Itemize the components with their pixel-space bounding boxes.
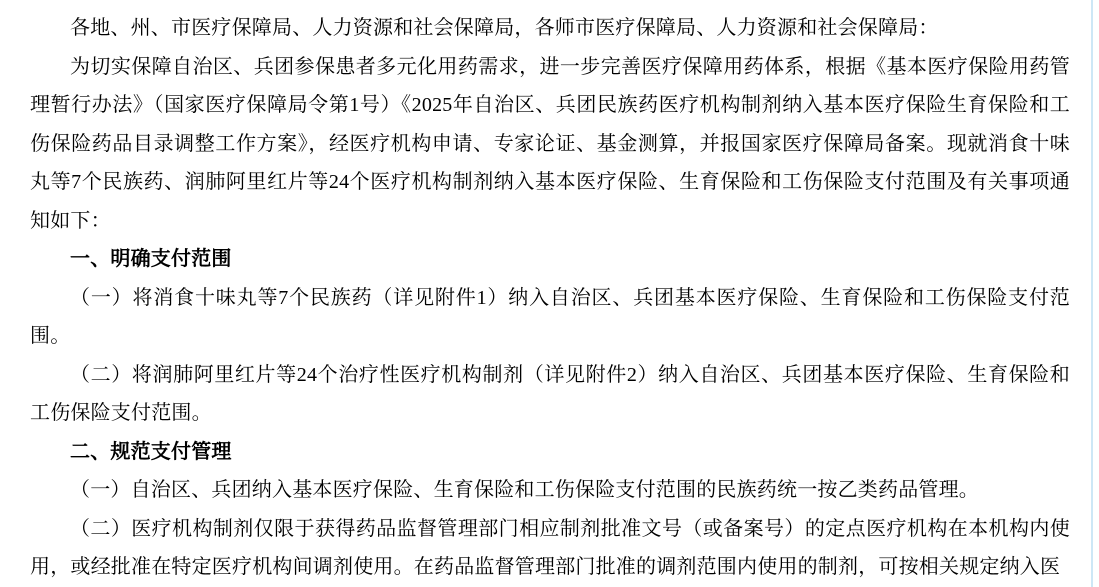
section-heading: 二、规范支付管理 (70, 440, 232, 463)
paragraph: 为切实保障自治区、兵团参保患者多元化用药需求，进一步完善医疗保障用药体系，根据《基本医疗保险用药管理暂行办法》（国家医疗保障局令第1号）《2025年自治区、兵团民族药医疗机构制剂纳入基本医疗保险生育保险和工伤保险药品目录调整工作方案》，经医疗机构申请、专家论证、基金测算，并报国家医疗保障局备案。现就消食十味丸等7个民族药、润肺阿里红片等24个医疗机构制剂纳入基本医疗保险、生育保险和工伤保险支付范围及有关事项通知如下： (30, 55, 1070, 232)
page-right-border (1091, 0, 1093, 587)
paragraph: （一）自治区、兵团纳入基本医疗保险、生育保险和工伤保险支付范围的民族药统一按乙类药品管理。 (70, 479, 979, 501)
paragraph: （二）医疗机构制剂仅限于获得药品监督管理部门相应制剂批准文号（或备案号）的定点医疗机构在本机构内使用，或经批准在特定医疗机构间调剂使用。在药品监督管理部门批准的调剂范围内使用的制剂，可按相关规定纳入医 (30, 517, 1070, 578)
section-heading: 一、明确支付范围 (70, 248, 232, 270)
paragraph: 各地、州、市医疗保障局、人力资源和社会保障局，各师市医疗保障局、人力资源和社会保障局： (70, 17, 939, 39)
paragraph: （二）将润肺阿里红片等24个治疗性医疗机构制剂（详见附件2）纳入自治区、兵团基本医疗保险、生育保险和工伤保险支付范围。 (30, 363, 1070, 424)
paragraph: （一）将消食十味丸等7个民族药（详见附件1）纳入自治区、兵团基本医疗保险、生育保险和工伤保险支付范围。 (30, 286, 1070, 347)
